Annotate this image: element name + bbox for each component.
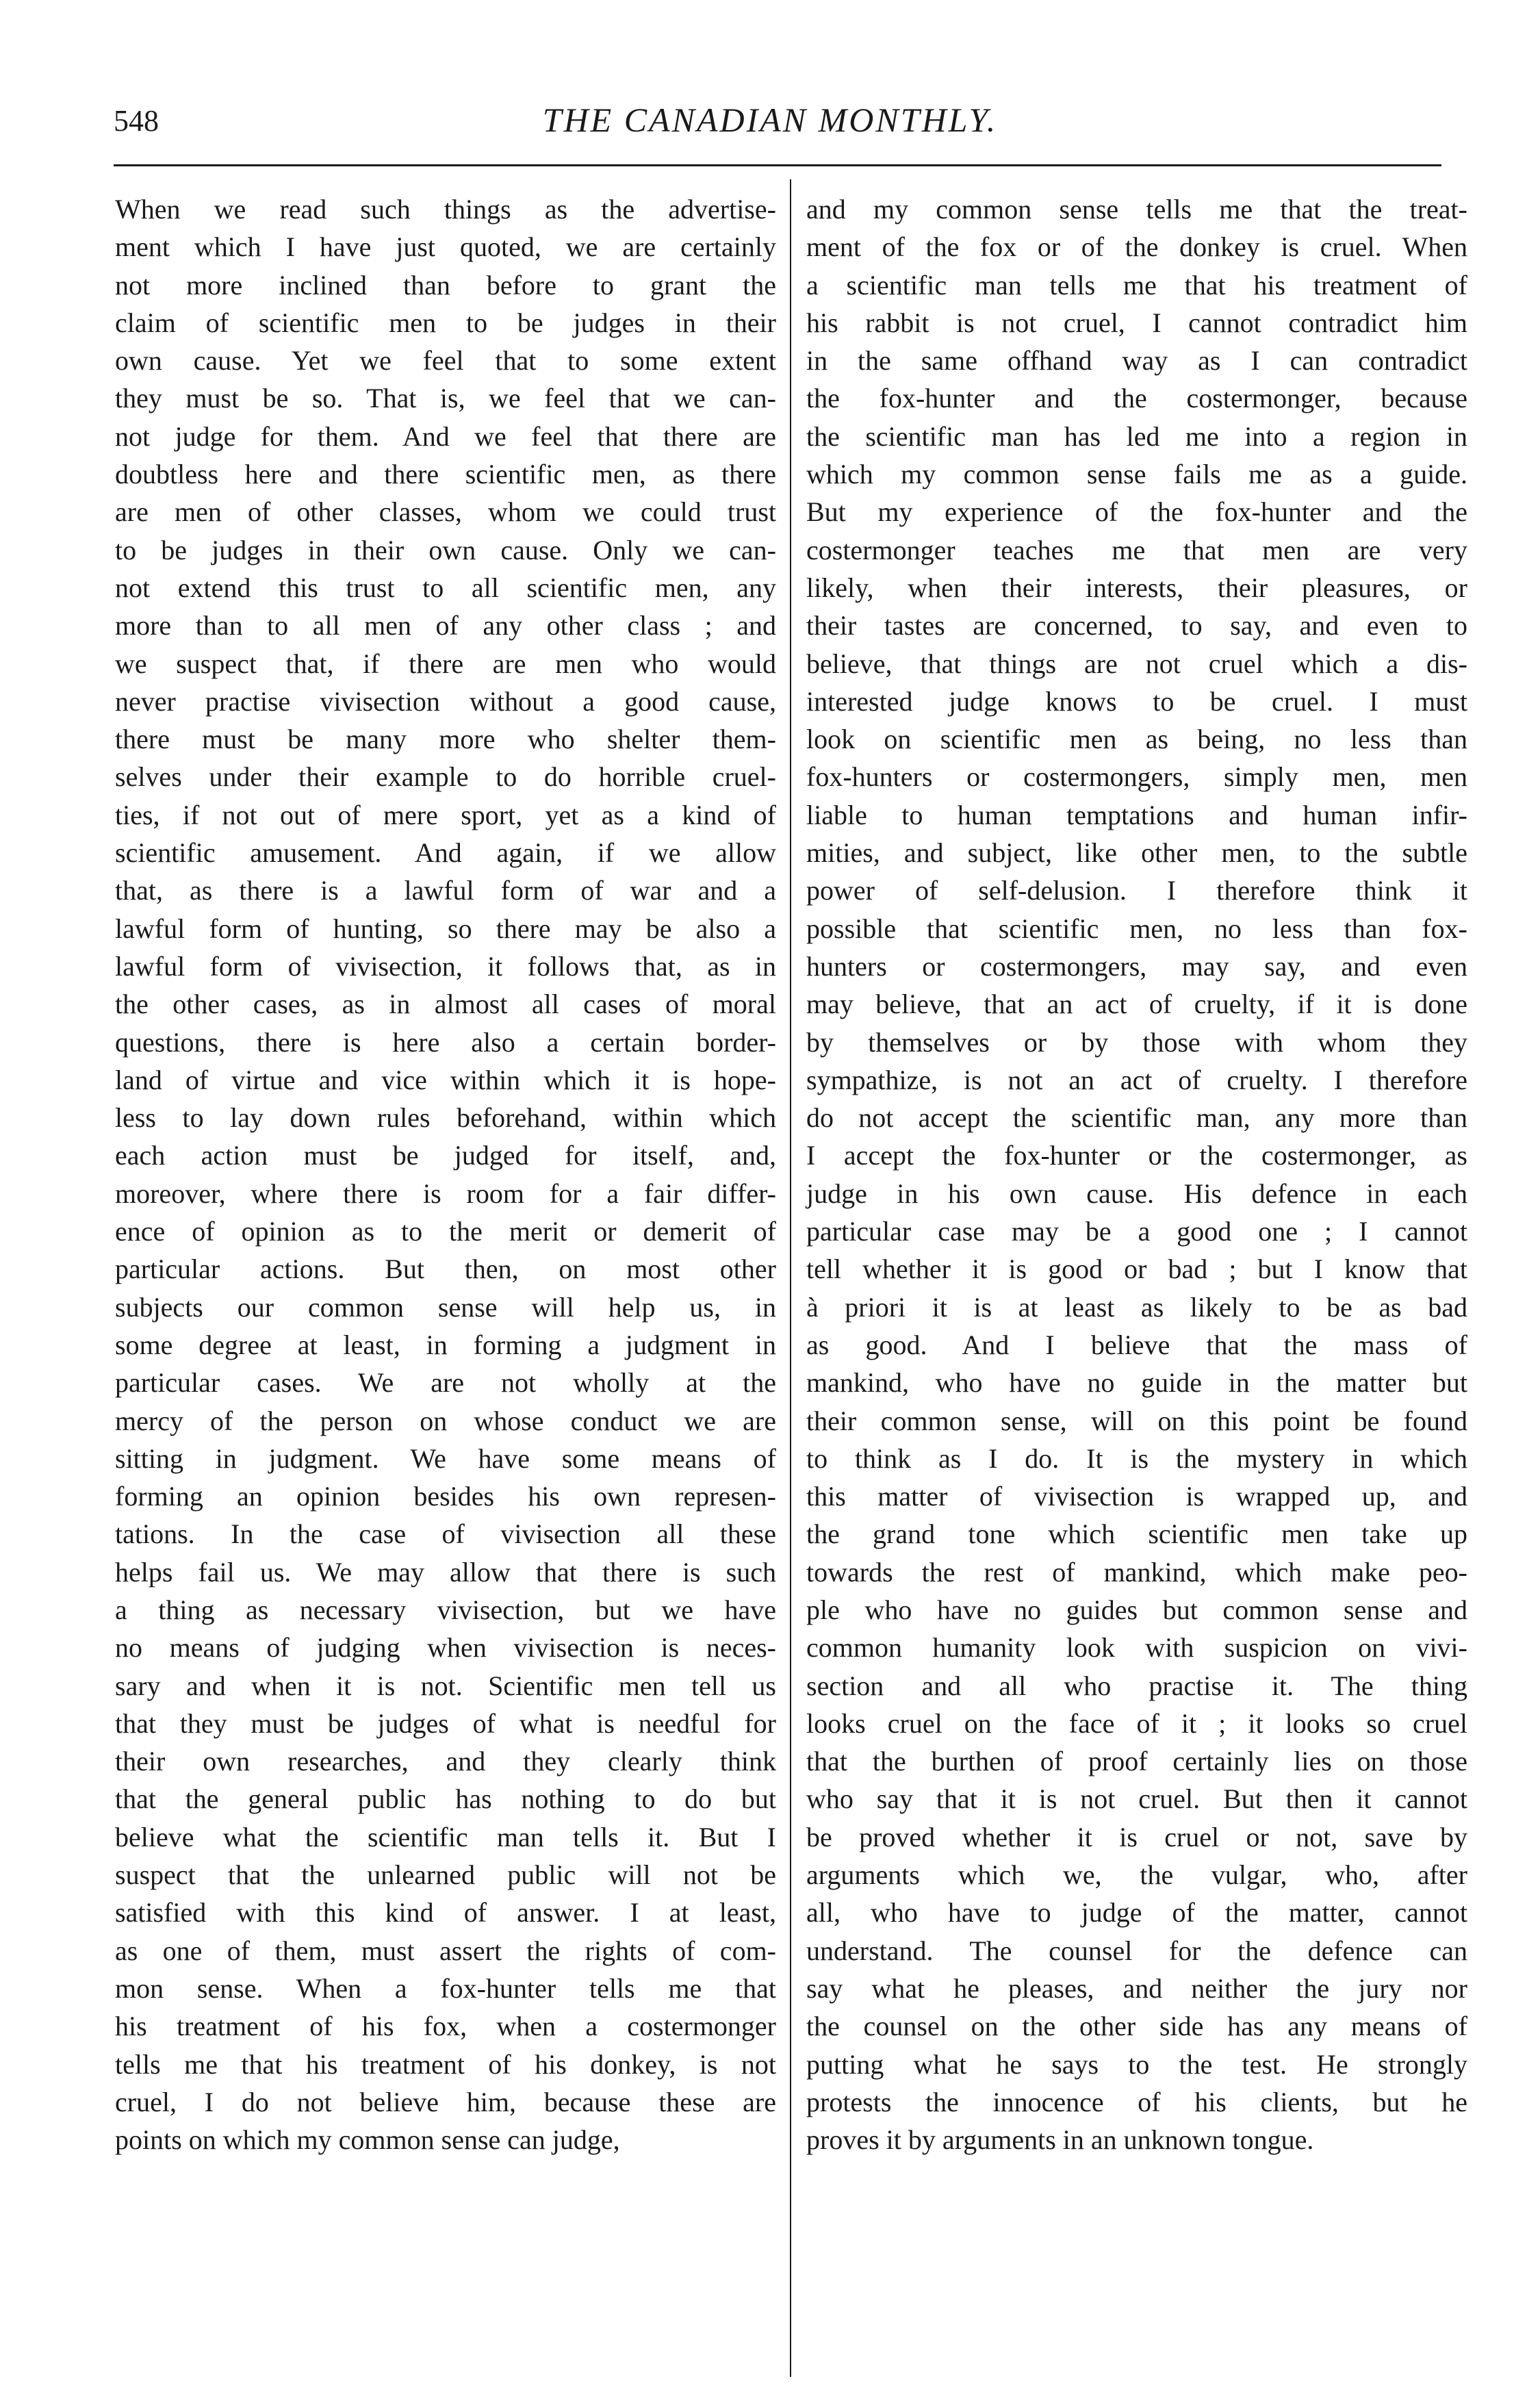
text-line: each action must be judged for itself, and, xyxy=(115,1140,776,1171)
text-line: not more inclined than before to grant the xyxy=(115,269,776,301)
text-line: When we read such things as the advertise- xyxy=(115,194,776,225)
text-line: the counsel on the other side has any means of xyxy=(806,2011,1467,2042)
text-line: cruel, I do not believe him, because these are xyxy=(115,2086,776,2117)
text-line: believe what the scientific man tells it. But I xyxy=(115,1821,776,1852)
text-line: tell whether it is good or bad ; but I know that xyxy=(806,1253,1467,1285)
text-line: their tastes are concerned, to say, and even to xyxy=(806,610,1467,641)
text-line: their own researches, and they clearly think xyxy=(115,1746,776,1777)
text-line: do not accept the scientific man, any more than xyxy=(806,1102,1467,1134)
text-line: in the same offhand way as I can contradict xyxy=(806,345,1467,377)
text-line: sitting in judgment. We have some means of xyxy=(115,1442,776,1474)
text-line: likely, when their interests, their pleasures, or xyxy=(806,572,1467,603)
text-line: no means of judging when vivisection is neces- xyxy=(115,1632,776,1664)
text-line: a thing as necessary vivisection, but we have xyxy=(115,1594,776,1625)
text-line: say what he pleases, and neither the jury nor xyxy=(806,1972,1467,2004)
text-line: the grand tone which scientific men take up xyxy=(806,1518,1467,1550)
text-line: his treatment of his fox, when a costermonger xyxy=(115,2011,776,2042)
text-line: not extend this trust to all scientific men, any xyxy=(115,572,776,603)
text-line: believe, that things are not cruel which a dis- xyxy=(806,648,1467,679)
text-line: claim of scientific men to be judges in their xyxy=(115,307,776,338)
text-line: interested judge knows to be cruel. I must xyxy=(806,685,1467,717)
text-line: possible that scientific men, no less than fox- xyxy=(806,913,1467,944)
text-line: ties, if not out of mere sport, yet as a kind of xyxy=(115,799,776,830)
column-divider xyxy=(790,179,791,2377)
text-line: tells me that his treatment of his donkey, is not xyxy=(115,2048,776,2080)
text-line: ment which I have just quoted, we are certainly xyxy=(115,231,776,263)
page-number: 548 xyxy=(114,104,159,138)
text-line: his rabbit is not cruel, I cannot contradict him xyxy=(806,307,1467,338)
text-line: be proved whether it is cruel or not, save by xyxy=(806,1821,1467,1852)
text-line: doubtless here and there scientific men, as there xyxy=(115,459,776,490)
text-line: putting what he says to the test. He strongly xyxy=(806,2048,1467,2080)
text-line: mercy of the person on whose conduct we are xyxy=(115,1405,776,1436)
text-line: moreover, where there is room for a fair differ- xyxy=(115,1177,776,1209)
text-line: less to lay down rules beforehand, within which xyxy=(115,1102,776,1134)
text-line: particular actions. But then, on most other xyxy=(115,1253,776,1285)
text-line: understand. The counsel for the defence can xyxy=(806,1935,1467,1966)
text-line: lawful form of hunting, so there may be also a xyxy=(115,913,776,944)
text-line: they must be so. That is, we feel that we can- xyxy=(115,383,776,414)
text-line: there must be many more who shelter them- xyxy=(115,724,776,755)
text-line: as good. And I believe that the mass of xyxy=(806,1329,1467,1360)
running-title: THE CANADIAN MONTHLY. xyxy=(542,101,998,139)
text-line: lawful form of vivisection, it follows that, as in xyxy=(115,950,776,982)
left-column xyxy=(115,190,776,2159)
text-line: look on scientific men as being, no less than xyxy=(806,724,1467,755)
text-line: mon sense. When a fox-hunter tells me that xyxy=(115,1972,776,2004)
text-line: that the burthen of proof certainly lies on those xyxy=(806,1746,1467,1777)
text-line: hunters or costermongers, may say, and even xyxy=(806,950,1467,982)
text-line: mankind, who have no guide in the matter but xyxy=(806,1367,1467,1399)
text-line: all, who have to judge of the matter, cannot xyxy=(806,1897,1467,1928)
text-line: some degree at least, in forming a judgment in xyxy=(115,1329,776,1360)
text-line: But my experience of the fox-hunter and the xyxy=(806,496,1467,528)
text-line: by themselves or by those with whom they xyxy=(806,1026,1467,1058)
text-line: arguments which we, the vulgar, who, after xyxy=(806,1859,1467,1891)
text-line: power of self-delusion. I therefore think it xyxy=(806,875,1467,906)
text-line: liable to human temptations and human infir- xyxy=(806,799,1467,830)
text-line: ment of the fox or of the donkey is cruel. When xyxy=(806,231,1467,263)
text-line: this matter of vivisection is wrapped up, and xyxy=(806,1481,1467,1512)
text-line: particular cases. We are not wholly at the xyxy=(115,1367,776,1399)
text-line: towards the rest of mankind, which make peo- xyxy=(806,1556,1467,1588)
text-line: as one of them, must assert the rights of com- xyxy=(115,1935,776,1966)
text-line: to be judges in their own cause. Only we can- xyxy=(115,534,776,565)
text-line: a scientific man tells me that his treatment of xyxy=(806,269,1467,301)
text-line: the scientific man has led me into a region in xyxy=(806,420,1467,452)
text-line: we suspect that, if there are men who would xyxy=(115,648,776,679)
text-line: scientific amusement. And again, if we allow xyxy=(115,837,776,869)
text-line: suspect that the unlearned public will not be xyxy=(115,1859,776,1891)
text-line: may believe, that an act of cruelty, if it is done xyxy=(806,989,1467,1020)
text-line: land of virtue and vice within which it is hope- xyxy=(115,1064,776,1095)
text-line: sympathize, is not an act of cruelty. I therefore xyxy=(806,1064,1467,1095)
text-line: common humanity look with suspicion on vivi- xyxy=(806,1632,1467,1664)
text-line: and my common sense tells me that the treat- xyxy=(806,194,1467,225)
text-line: not judge for them. And we feel that there are xyxy=(115,420,776,452)
text-line: particular case may be a good one ; I cannot xyxy=(806,1216,1467,1247)
text-line: their common sense, will on this point be found xyxy=(806,1405,1467,1436)
text-line: that, as there is a lawful form of war and a xyxy=(115,875,776,906)
text-line: are men of other classes, whom we could trust xyxy=(115,496,776,528)
text-line: forming an opinion besides his own represen- xyxy=(115,1481,776,1512)
text-line: that the general public has nothing to do but xyxy=(115,1783,776,1815)
text-line: points on which my common sense can judge, xyxy=(115,2124,620,2156)
text-line: helps fail us. We may allow that there is such xyxy=(115,1556,776,1588)
text-line: proves it by arguments in an unknown tongue. xyxy=(806,2124,1314,2156)
text-line: ple who have no guides but common sense and xyxy=(806,1594,1467,1625)
text-line: sary and when it is not. Scientific men tell us xyxy=(115,1670,776,1701)
text-line: section and all who practise it. The thing xyxy=(806,1670,1467,1701)
text-line: mities, and subject, like other men, to the subtle xyxy=(806,837,1467,869)
text-line: ence of opinion as to the merit or demerit of xyxy=(115,1216,776,1247)
text-line: à priori it is at least as likely to be as bad xyxy=(806,1291,1467,1323)
text-line: I accept the fox-hunter or the costermonger, as xyxy=(806,1140,1467,1171)
text-line: fox-hunters or costermongers, simply men, men xyxy=(806,761,1467,793)
text-line: the fox-hunter and the costermonger, because xyxy=(806,383,1467,414)
text-line: to think as I do. It is the mystery in which xyxy=(806,1442,1467,1474)
text-line: satisfied with this kind of answer. I at least, xyxy=(115,1897,776,1928)
text-line: judge in his own cause. His defence in each xyxy=(806,1177,1467,1209)
text-line: questions, there is here also a certain border- xyxy=(115,1026,776,1058)
text-line: selves under their example to do horrible cruel- xyxy=(115,761,776,793)
text-line: the other cases, as in almost all cases of moral xyxy=(115,989,776,1020)
text-line: protests the innocence of his clients, but he xyxy=(806,2086,1467,2117)
text-line: tations. In the case of vivisection all these xyxy=(115,1518,776,1550)
text-line: which my common sense fails me as a guide. xyxy=(806,459,1467,490)
text-line: costermonger teaches me that men are very xyxy=(806,534,1467,565)
text-line: own cause. Yet we feel that to some extent xyxy=(115,345,776,377)
right-column xyxy=(806,190,1467,2159)
text-line: who say that it is not cruel. But then it cannot xyxy=(806,1783,1467,1815)
text-line: looks cruel on the face of it ; it looks so cruel xyxy=(806,1707,1467,1739)
text-line: never practise vivisection without a good cause, xyxy=(115,685,776,717)
header-rule xyxy=(114,164,1441,166)
text-line: that they must be judges of what is needful for xyxy=(115,1707,776,1739)
text-line: more than to all men of any other class ; and xyxy=(115,610,776,641)
text-line: subjects our common sense will help us, in xyxy=(115,1291,776,1323)
